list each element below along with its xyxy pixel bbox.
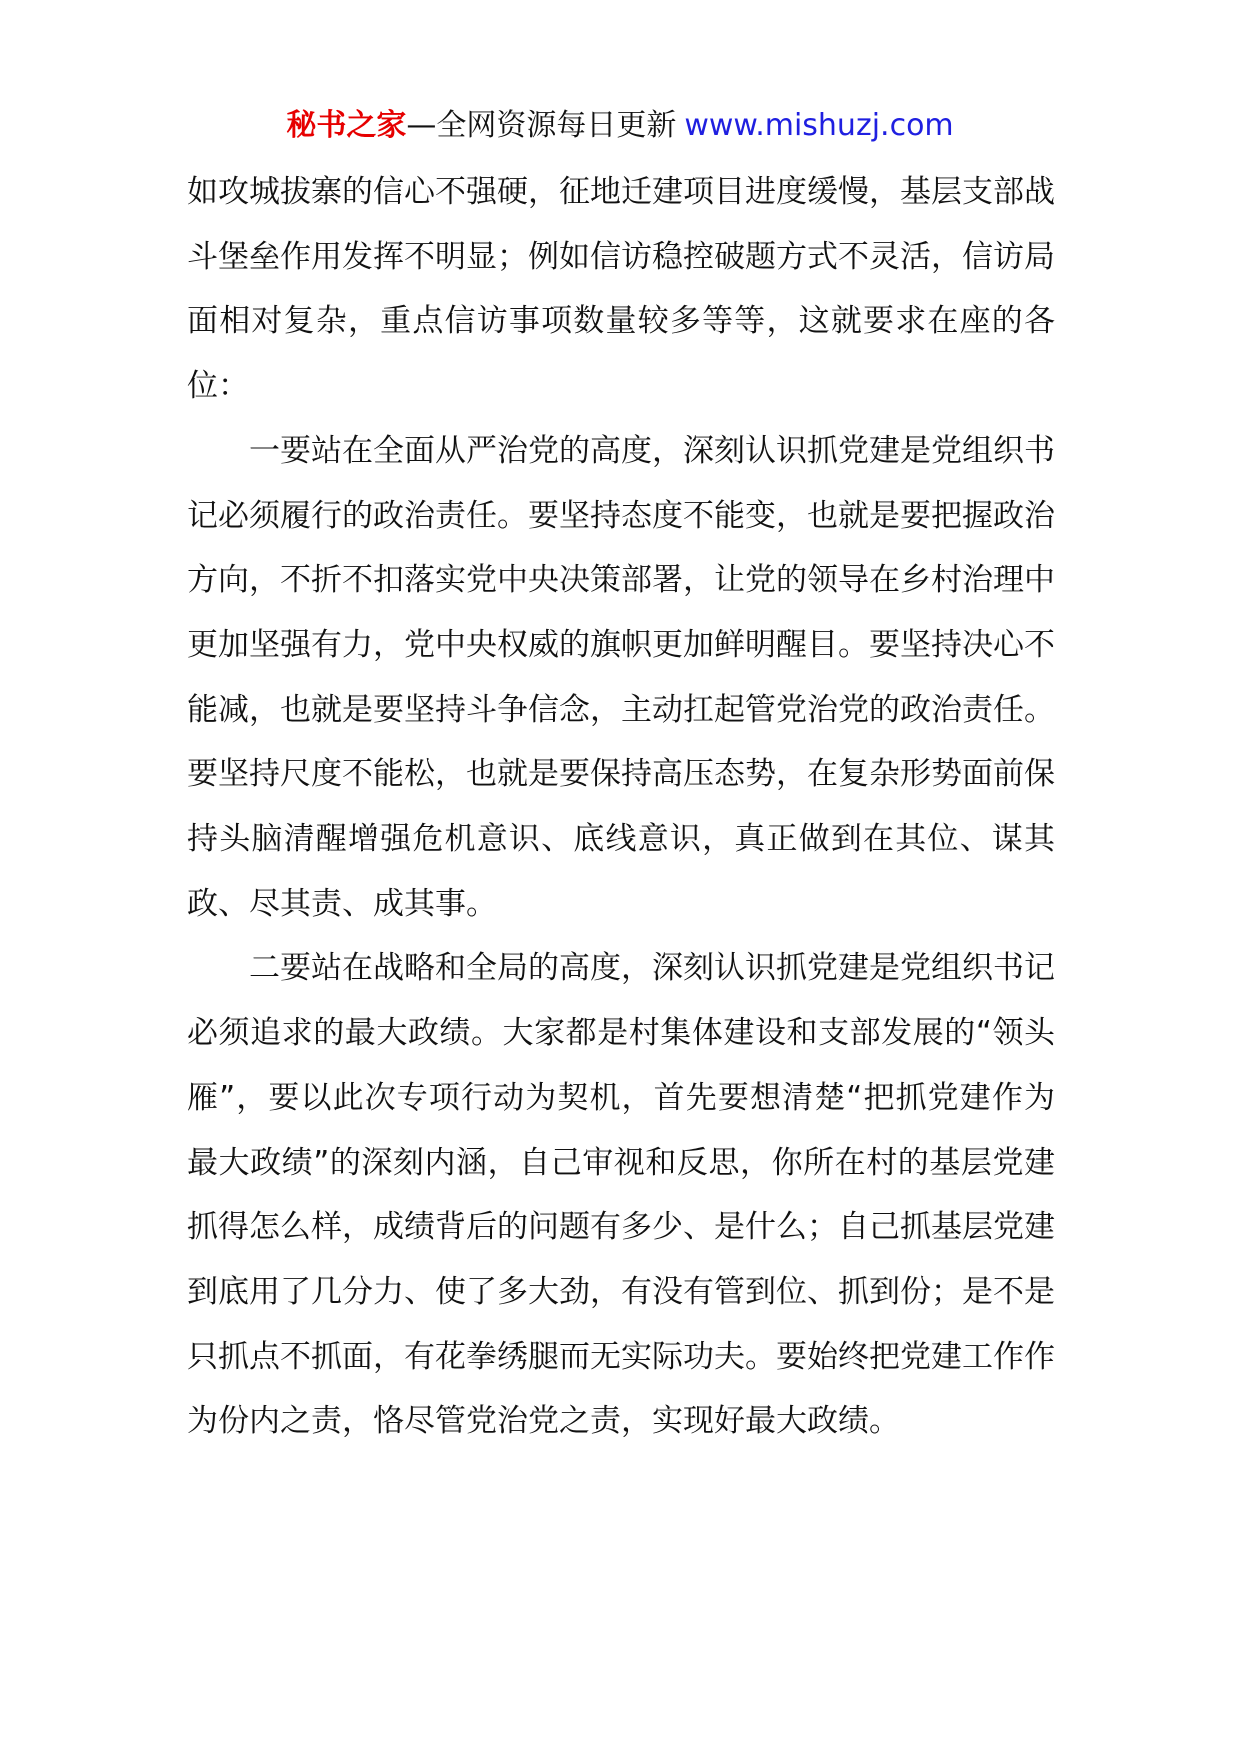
- paragraph-point-two: 二要站在战略和全局的高度，深刻认识抓党建是党组织书记必须追求的最大政绩。大家都是村集体建设和支部发展的“领头雁”，要以此次专项行动为契机，首先要想清楚“把抓党建作为最大政绩”的深刻内涵，自己审视和反思，你所在村的基层党建抓得怎么样，成绩背后的问题有多少、是什么；自己抓基层党建到底用了几分力、使了多大劲，有没有管到位、抓到份；是不是只抓点不抓面，有花拳绣腿而无实际功夫。要始终把党建工作作为份内之责，恪尽管党治党之责，实现好最大政绩。: [187, 950, 1055, 1440]
- paragraph-point-one: 一要站在全面从严治党的高度，深刻认识抓党建是党组织书记必须履行的政治责任。要坚持态度不能变，也就是要把握政治方向，不折不扣落实党中央决策部署，让党的领导在乡村治理中更加坚强有力，党中央权威的旗帜更加鲜明醒目。要坚持决心不能减，也就是要坚持斗争信念，主动扛起管党治党的政治责任。要坚持尺度不能松，也就是要保持高压态势，在复杂形势面前保持头脑清醒增强危机意识、底线意识，真正做到在其位、谋其政、尽其责、成其事。: [187, 432, 1055, 922]
- header-tagline: —全网资源每日更新: [406, 108, 677, 143]
- site-url[interactable]: www.mishuzj.com: [684, 108, 954, 143]
- page-header: [0, 104, 1240, 148]
- brand-name: 秘书之家: [286, 108, 407, 143]
- paragraph-continuation: 如攻城拔寨的信心不强硬，征地迁建项目进度缓慢，基层支部战斗堡垒作用发挥不明显；例如信访稳控破题方式不灵活，信访局面相对复杂，重点信访事项数量较多等等，这就要求在座的各位：: [187, 174, 1055, 405]
- document-body: [187, 160, 1055, 1454]
